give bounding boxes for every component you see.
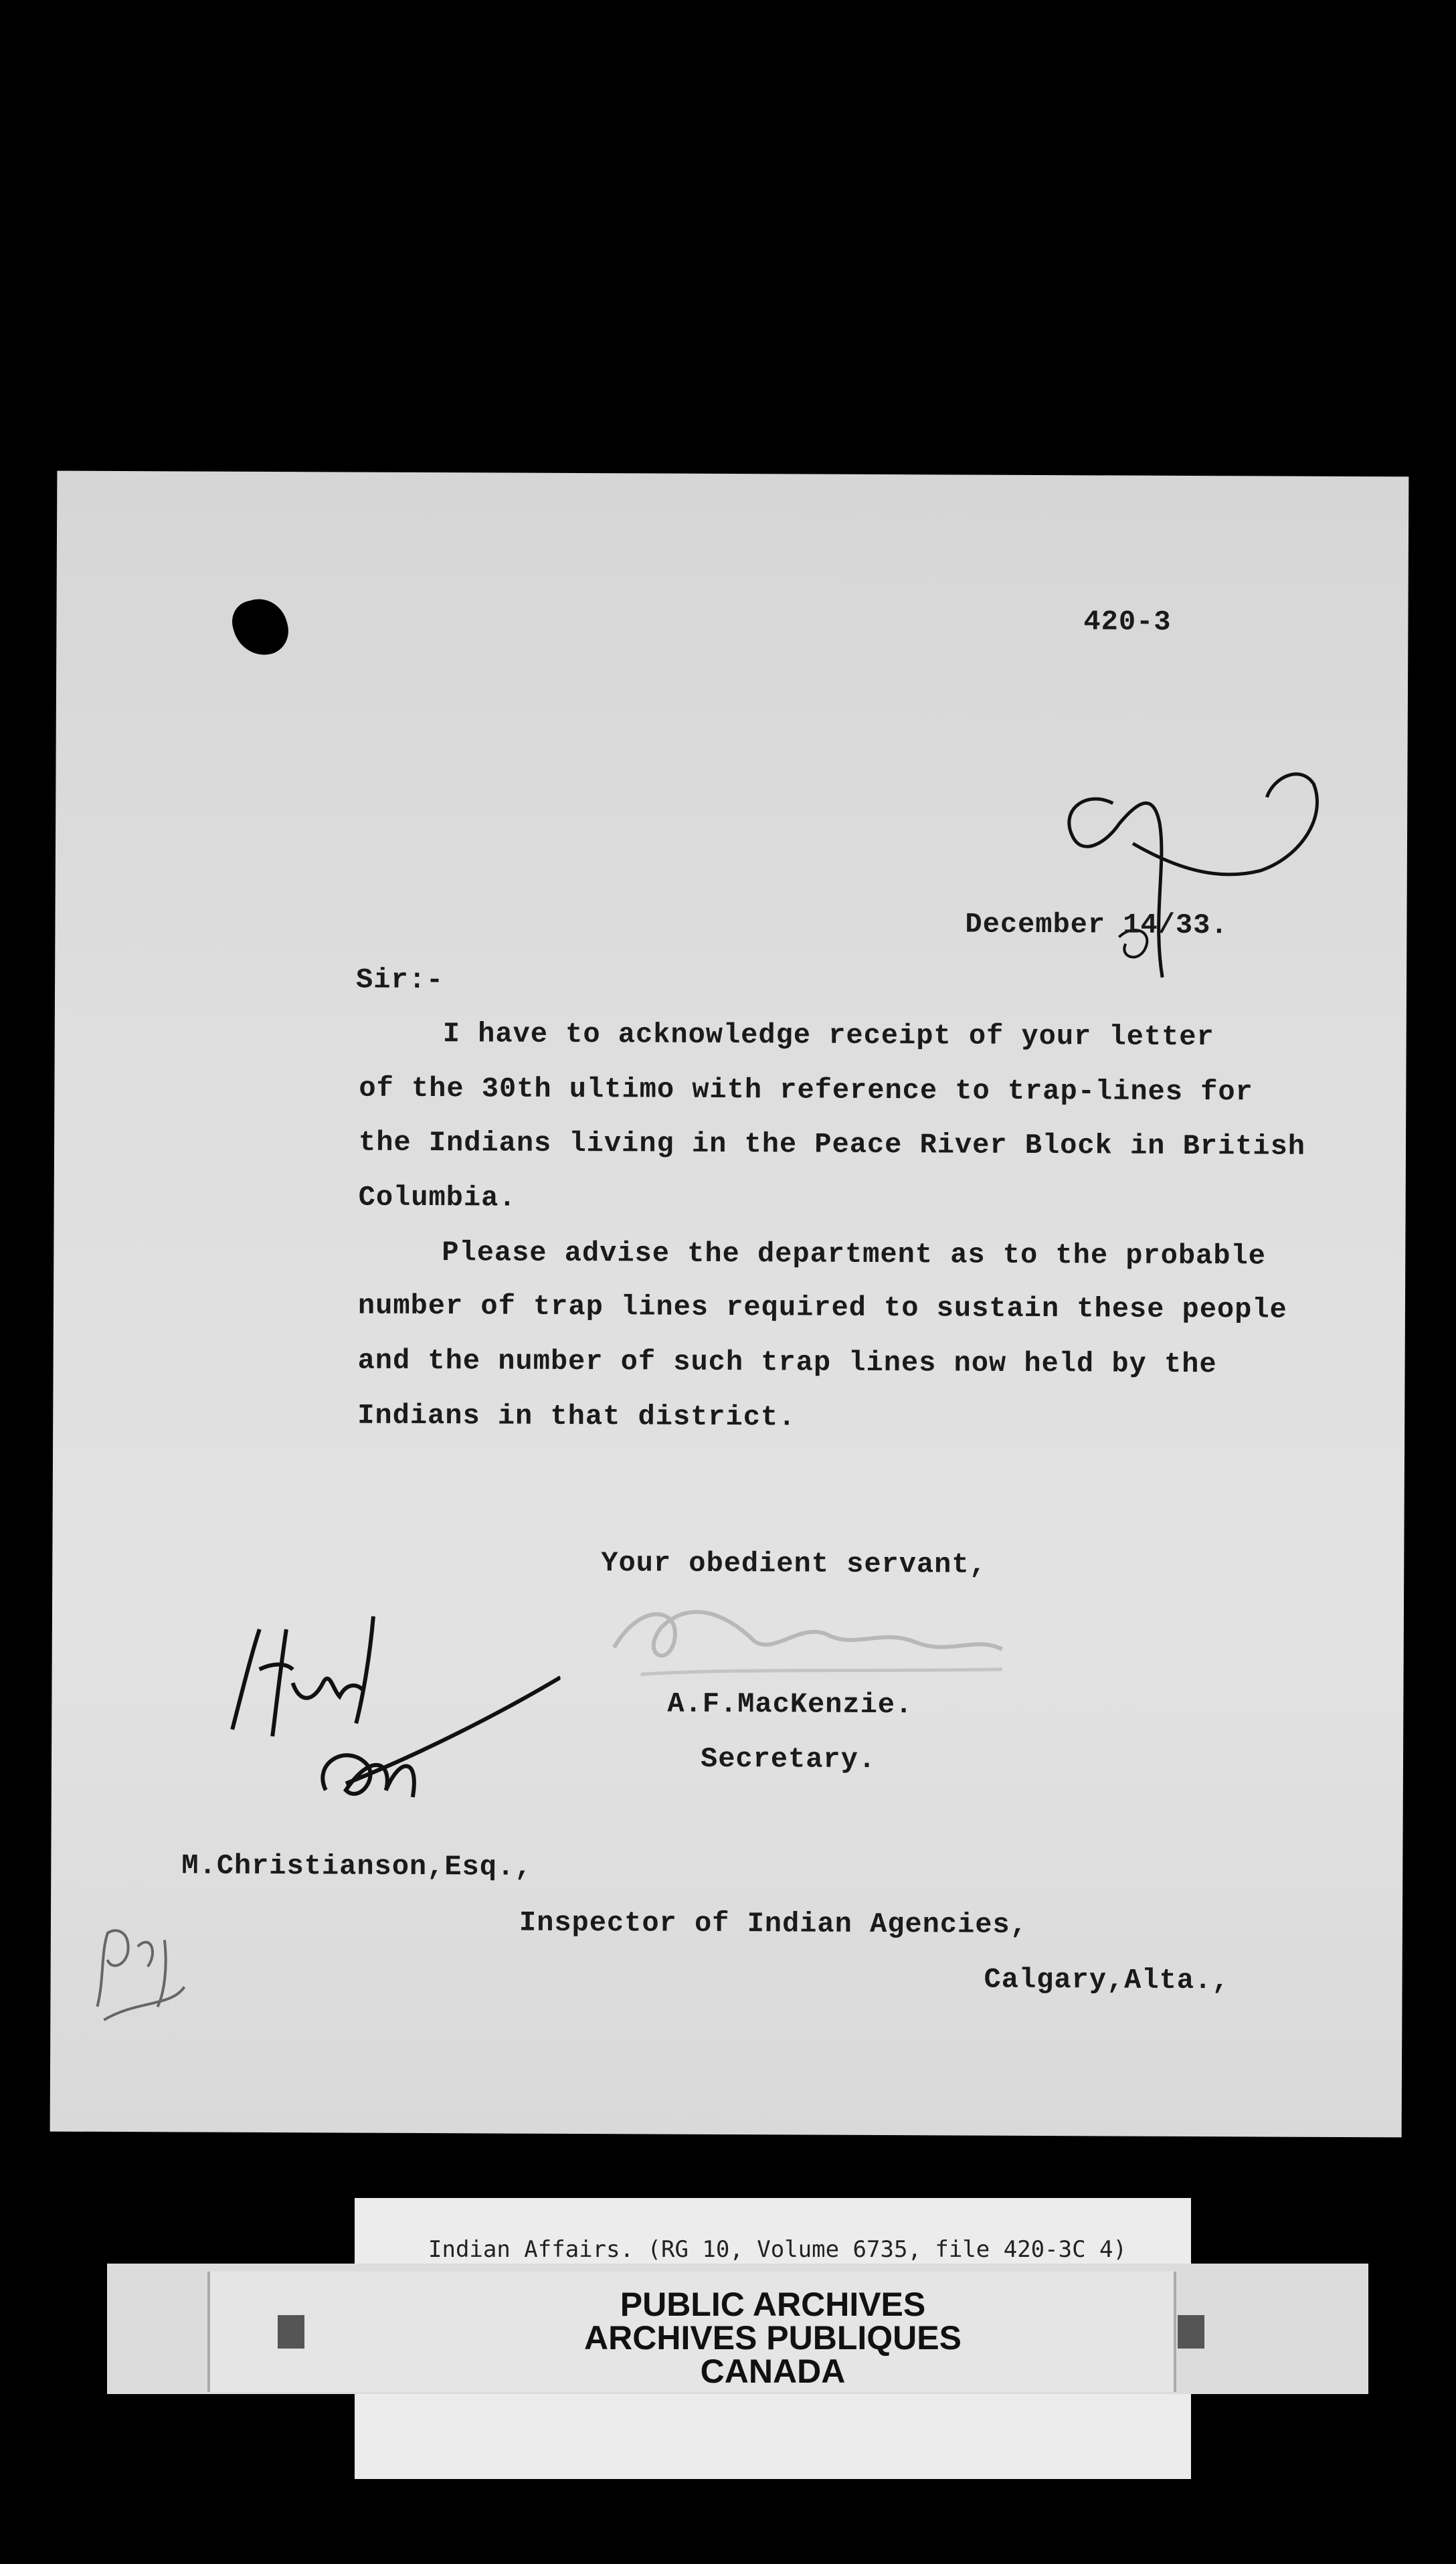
paragraph2-line4: Indians in that district.: [357, 1399, 796, 1434]
letter-date: December 14/33.: [965, 908, 1228, 942]
faint-signature: [601, 1580, 1036, 1683]
salutation: Sir:-: [356, 964, 444, 997]
paragraph2-line3: and the number of such trap lines now held by the: [357, 1344, 1217, 1381]
closing: Your obedient servant,: [601, 1547, 987, 1581]
archive-title-fr: ARCHIVES PUBLIQUES: [584, 2319, 962, 2357]
handwritten-initials: [212, 1589, 561, 1818]
archive-citation: Indian Affairs. (RG 10, Volume 6735, file 420-3C 4): [428, 2236, 1127, 2263]
paragraph2-line2: number of trap lines required to sustain these people: [357, 1289, 1287, 1326]
paragraph1-line4: Columbia.: [358, 1181, 517, 1214]
recipient-title: Inspector of Indian Agencies,: [519, 1906, 1028, 1941]
paragraph1-line1: I have to acknowledge receipt of your letter: [442, 1018, 1214, 1054]
signer-name: A.F.MacKenzie.: [667, 1687, 913, 1722]
archive-title-en: PUBLIC ARCHIVES: [620, 2286, 926, 2323]
signer-title: Secretary.: [700, 1742, 877, 1776]
label-tab-left: [278, 2315, 304, 2349]
pencil-mark: [77, 1906, 191, 2027]
document-page: [50, 471, 1409, 2138]
file-number: 420-3: [1083, 606, 1172, 638]
paragraph1-line2: of the 30th ultimo with reference to trap-lines for: [359, 1072, 1253, 1109]
recipient-name: M.Christianson,Esq.,: [181, 1849, 533, 1884]
paragraph1-line3: the Indians living in the Peace River Block in British: [358, 1126, 1306, 1163]
recipient-place: Calgary,Alta.,: [984, 1963, 1230, 1997]
handwritten-file-notation: [1018, 763, 1367, 985]
paragraph2-line1: Please advise the department as to the probable: [442, 1237, 1267, 1273]
archive-country: CANADA: [700, 2353, 846, 2390]
ink-blot: [227, 593, 294, 662]
